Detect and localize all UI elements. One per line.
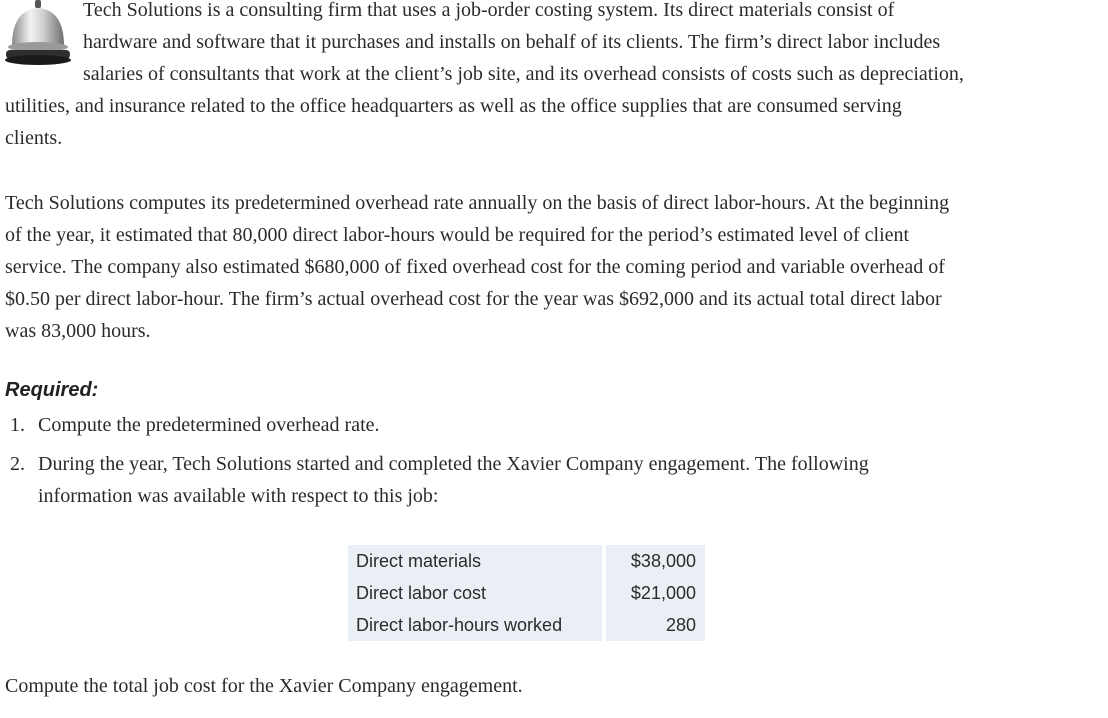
column-divider bbox=[602, 609, 606, 641]
list-item-text: information was available with respect to this job: bbox=[38, 485, 439, 507]
service-bell-icon bbox=[2, 0, 74, 66]
required-heading: Required: bbox=[5, 379, 99, 401]
paragraph2-line: Tech Solutions computes its predetermined overhead rate annually on the basis of direct labor-hours. At the beginning bbox=[5, 192, 950, 214]
table-row bbox=[348, 577, 705, 609]
list-item-text: During the year, Tech Solutions started and completed the Xavier Company engagement. The following bbox=[38, 453, 869, 475]
row-label: Direct labor-hours worked bbox=[356, 615, 563, 635]
intro-line: salaries of consultants that work at the client’s job site, and its overhead consists of costs such as depreciation, bbox=[83, 63, 964, 85]
intro-line: Tech Solutions is a consulting firm that uses a job-order costing system. Its direct materials consist of bbox=[83, 0, 895, 21]
row-value: $21,000 bbox=[630, 583, 696, 603]
row-label: Direct materials bbox=[356, 551, 482, 571]
job-cost-table bbox=[348, 545, 705, 641]
column-divider bbox=[602, 577, 606, 609]
intro-line: hardware and software that it purchases and installs on behalf of its clients. The firm’s direct labor includes bbox=[83, 31, 941, 53]
paragraph2-line: was 83,000 hours. bbox=[5, 320, 151, 342]
paragraph2-line: service. The company also estimated $680,000 of fixed overhead cost for the coming period and variable overhead of bbox=[5, 256, 945, 278]
row-label: Direct labor cost bbox=[356, 583, 487, 603]
final-question: Compute the total job cost for the Xavier Company engagement. bbox=[5, 675, 523, 697]
list-item-text: Compute the predetermined overhead rate. bbox=[38, 414, 380, 436]
intro-line: clients. bbox=[5, 127, 63, 149]
row-value: 280 bbox=[665, 615, 696, 635]
intro-line: utilities, and insurance related to the office headquarters as well as the office supplies that are consumed serving bbox=[5, 95, 902, 117]
paragraph2-line: of the year, it estimated that 80,000 direct labor-hours would be required for the period’s estimated level of client bbox=[5, 224, 910, 246]
list-item-number: 1. bbox=[10, 414, 25, 436]
table-row bbox=[348, 545, 705, 577]
list-item-number: 2. bbox=[10, 453, 25, 475]
row-value: $38,000 bbox=[630, 551, 696, 571]
table-row bbox=[348, 609, 705, 641]
paragraph2-line: $0.50 per direct labor-hour. The firm’s actual overhead cost for the year was $692,000 and its actual total direct labor bbox=[5, 288, 942, 310]
column-divider bbox=[602, 545, 606, 577]
